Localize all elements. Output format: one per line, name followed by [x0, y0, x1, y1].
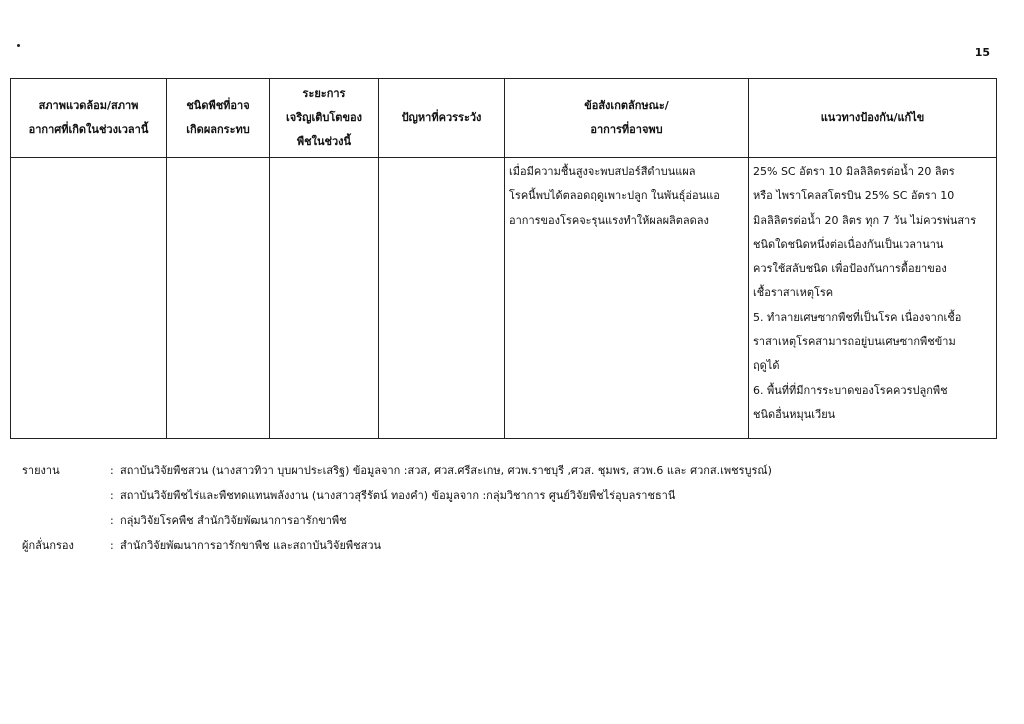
cell-symptoms: เมื่อมีความชื้นสูงจะพบสปอร์สีดำบนแผล โรคนี้พบได้ตลอดฤดูเพาะปลูก ในพันธุ์อ่อนแอ อาการของโรคจะรุนแรงทำให้ผลผลิตลดลง [505, 158, 749, 439]
footer-report-line-3: : กลุ่มวิจัยโรคพืช สำนักวิจัยพัฒนาการอารักขาพืช [22, 508, 772, 533]
header-problems: ปัญหาที่ควรระวัง [379, 79, 505, 158]
header-prevention: แนวทางป้องกัน/แก้ไข [749, 79, 997, 158]
footer-reviewer-line: ผู้กลั่นกรอง : สำนักวิจัยพัฒนาการอารักขาพืช และสถาบันวิจัยพืชสวน [22, 533, 772, 558]
reviewer-label: ผู้กลั่นกรอง [22, 539, 74, 552]
scan-dot [17, 44, 20, 47]
pest-disease-table [10, 78, 997, 439]
report-source-3: กลุ่มวิจัยโรคพืช สำนักวิจัยพัฒนาการอารักขาพืช [120, 514, 347, 527]
header-affected-crop: ชนิดพืชที่อาจ เกิดผลกระทบ [167, 79, 270, 158]
cell-prevention: 25% SC อัตรา 10 มิลลิลิตรต่อน้ำ 20 ลิตร หรือ ไพราโคลสโตรบิน 25% SC อัตรา 10 มิลลิลิตรต่อน้ำ 20 ลิตร ทุก 7 วัน ไม่ควรพ่นสาร ชนิดใดชนิดหนึ่งต่อเนื่องกันเป็นเวลานาน ควรใช้สลับชนิด เพื่อป้องกันการดื้อยาของ เชื้อราสาเหตุโรค 5. ทำลายเศษซากพืชที่เป็นโรค เนื่องจากเชื้อ ราสาเหตุโรคสามารถอยู่บนเศษซากพืชข้าม ฤดูได้ 6. พื้นที่ที่มีการระบาดของโรคควรปลูกพืช ชนิดอื่นหมุนเวียน [749, 158, 997, 439]
footer-report-line-1: รายงาน : สถาบันวิจัยพืชสวน (นางสาวทิวา บุบผาประเสริฐ) ข้อมูลจาก :สวส, ศวส.ศรีสะเกษ, ศวพ.ราชบุรี ,ศวส. ชุมพร, สวพ.6 และ ศวกส.เพชรบูรณ์) [22, 458, 772, 483]
table-header-row [11, 79, 997, 158]
cell-environment [11, 158, 167, 439]
cell-problems [379, 158, 505, 439]
header-symptoms: ข้อสังเกตลักษณะ/ อาการที่อาจพบ [505, 79, 749, 158]
page-number: 15 [974, 46, 990, 59]
report-label: รายงาน [22, 464, 60, 477]
report-footer [22, 458, 772, 558]
header-environment: สภาพแวดล้อม/สภาพ อากาศที่เกิดในช่วงเวลานี้ [11, 79, 167, 158]
table-row [11, 158, 997, 439]
footer-report-line-2: : สถาบันวิจัยพืชไร่และพืชทดแทนพลังงาน (นางสาวสุรีรัตน์ ทองคำ) ข้อมูลจาก :กลุ่มวิชาการ ศูนย์วิจัยพืชไร่อุบลราชธานี [22, 483, 772, 508]
reviewer-source: สำนักวิจัยพัฒนาการอารักขาพืช และสถาบันวิจัยพืชสวน [120, 539, 382, 552]
cell-growth-stage [270, 158, 379, 439]
report-source-2: สถาบันวิจัยพืชไร่และพืชทดแทนพลังงาน (นางสาวสุรีรัตน์ ทองคำ) ข้อมูลจาก :กลุ่มวิชาการ ศูนย์วิจัยพืชไร่อุบลราชธานี [120, 489, 676, 502]
header-growth-stage: ระยะการ เจริญเติบโตของ พืชในช่วงนี้ [270, 79, 379, 158]
cell-affected-crop [167, 158, 270, 439]
report-source-1: สถาบันวิจัยพืชสวน (นางสาวทิวา บุบผาประเสริฐ) ข้อมูลจาก :สวส, ศวส.ศรีสะเกษ, ศวพ.ราชบุรี ,ศวส. ชุมพร, สวพ.6 และ ศวกส.เพชรบูรณ์) [120, 464, 772, 477]
